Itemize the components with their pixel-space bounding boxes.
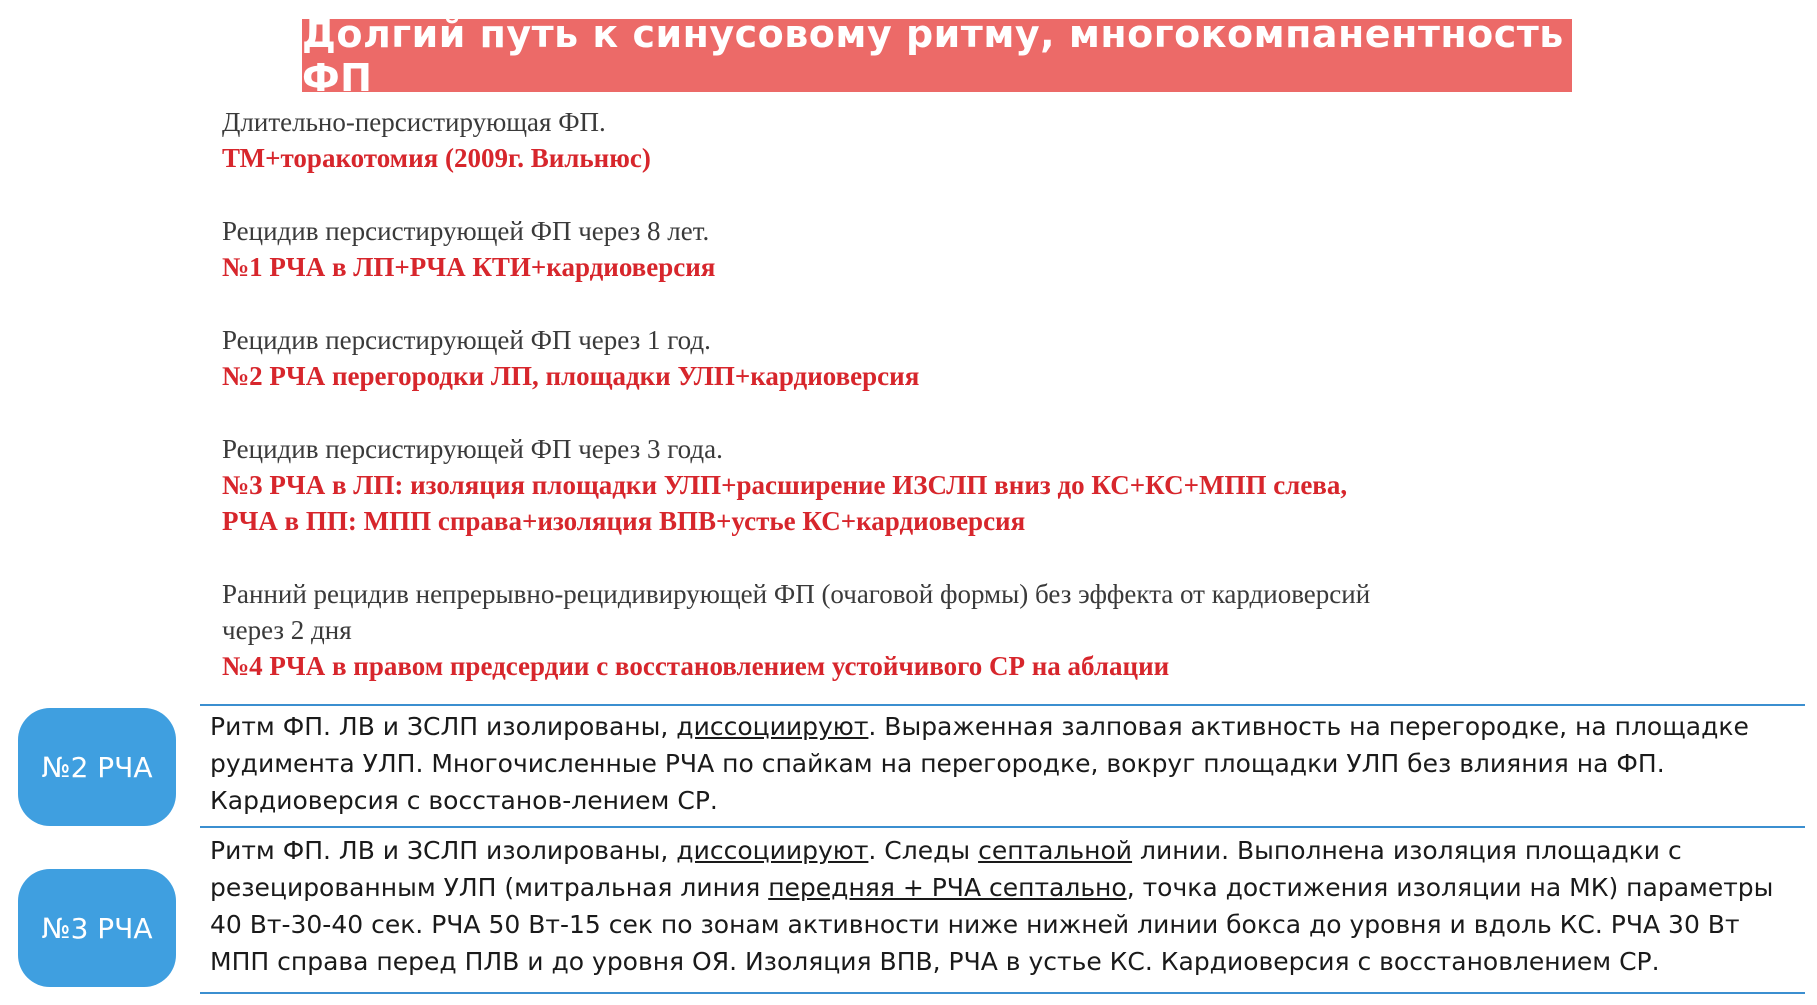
underlined-term: передняя + РЧА септально bbox=[768, 873, 1127, 902]
underlined-term: диссоциируют bbox=[676, 836, 869, 865]
slide-title-text: Долгий путь к синусовому ритму, многокомпанентность ФП bbox=[302, 11, 1564, 100]
panel-bottom-rule bbox=[200, 992, 1805, 994]
underlined-term: диссоциируют bbox=[676, 712, 869, 741]
text-run: . Следы bbox=[868, 836, 979, 865]
entry-description: Ранний рецидив непрерывно-рецидивирующей ФП (очаговой формы) без эффекта от кардиоверсий bbox=[222, 579, 1371, 609]
text-run: Ритм ФП. ЛВ и ЗСЛП изолированы, bbox=[210, 712, 677, 741]
badge-rfa-3 bbox=[18, 869, 176, 987]
entry-description: Длительно-персистирующая ФП. bbox=[222, 107, 606, 137]
history-entry bbox=[222, 431, 1622, 539]
text-run: , точка достижения изоляции на МК) параметры 40 Вт-30-40 сек. РЧА 50 Вт-15 сек по зонам активности ниже нижней линии бокса до уровня и вдоль КС. РЧА 30 Вт МПП справа перед ПЛВ и до уровня ОЯ. Изоляция ВПВ, РЧА в устье КС. Кардиоверсия с восстановлением СР. bbox=[210, 873, 1774, 976]
panel-rfa-3-text bbox=[210, 832, 1805, 980]
text-run: линии. Выполнена изоляция площадки с резецированным УЛП (митральная линия bbox=[210, 836, 1682, 902]
entry-procedure: №4 РЧА в правом предсердии с восстановлением устойчивого СР на аблации bbox=[222, 651, 1170, 681]
entry-description-continued: через 2 дня bbox=[222, 615, 352, 645]
badge-label: №2 РЧА bbox=[41, 750, 153, 784]
entry-description: Рецидив персистирующей ФП через 8 лет. bbox=[222, 216, 710, 246]
entry-description: Рецидив персистирующей ФП через 1 год. bbox=[222, 325, 711, 355]
history-entry bbox=[222, 104, 1622, 176]
slide-title bbox=[302, 11, 1572, 100]
history-entry bbox=[222, 213, 1622, 285]
history-entry bbox=[222, 576, 1622, 684]
treatment-history bbox=[222, 104, 1622, 721]
entry-procedure: №2 РЧА перегородки ЛП, площадки УЛП+кардиоверсия bbox=[222, 361, 920, 391]
history-entry bbox=[222, 322, 1622, 394]
entry-procedure: №3 РЧА в ЛП: изоляция площадки УЛП+расширение ИЗСЛП вниз до КС+КС+МПП слева, bbox=[222, 470, 1348, 500]
underlined-term: септальной bbox=[978, 836, 1133, 865]
text-run: . Выраженная залповая активность на перегородке, на площадке рудимента УЛП. Многочисленные РЧА по спайкам на перегородке, вокруг площадки УЛП без влияния на ФП. Кардиоверсия с восстанов-лением СР. bbox=[210, 712, 1749, 815]
entry-procedure-continued: РЧА в ПП: МПП справа+изоляция ВПВ+устье КС+кардиоверсия bbox=[222, 506, 1026, 536]
entry-procedure: №1 РЧА в ЛП+РЧА КТИ+кардиоверсия bbox=[222, 252, 716, 282]
entry-procedure: ТМ+торакотомия (2009г. Вильнюс) bbox=[222, 143, 651, 173]
text-run: Ритм ФП. ЛВ и ЗСЛП изолированы, bbox=[210, 836, 677, 865]
badge-label: №3 РЧА bbox=[41, 911, 153, 945]
entry-description: Рецидив персистирующей ФП через 3 года. bbox=[222, 434, 723, 464]
badge-rfa-2 bbox=[18, 708, 176, 826]
panel-rfa-2-text bbox=[210, 708, 1805, 819]
